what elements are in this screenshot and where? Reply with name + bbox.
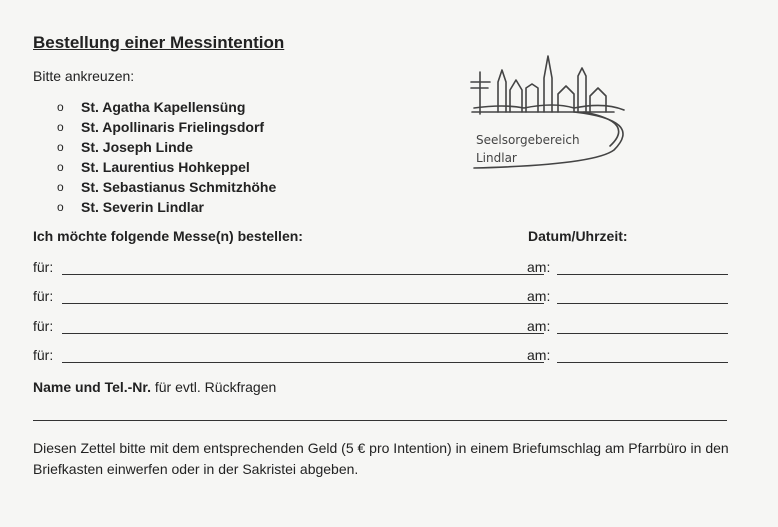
option-bullet[interactable]: o — [57, 160, 64, 174]
date-field[interactable] — [557, 333, 728, 334]
option-label: St. Agatha Kapellensüng — [81, 99, 246, 115]
option-label: St. Severin Lindlar — [81, 199, 204, 215]
order-heading: Ich möchte folgende Messe(n) bestellen: — [33, 228, 303, 244]
date-heading: Datum/Uhrzeit: — [528, 228, 628, 244]
parish-options — [57, 97, 276, 217]
option-bullet[interactable]: o — [57, 180, 64, 194]
intention-field[interactable] — [62, 333, 544, 334]
at-label: am: — [527, 318, 551, 334]
intention-row — [33, 347, 733, 369]
instructions-note: Diesen Zettel bitte mit dem entsprechenden Geld (5 € pro Intention) in einem Briefumschlag am Pfarrbüro in den Briefkasten einwerfen oder in der Sakristei abgeben. — [33, 440, 729, 477]
option-bullet[interactable]: o — [57, 140, 64, 154]
for-label: für: — [33, 259, 54, 275]
at-label: am: — [527, 259, 551, 275]
option-label: St. Laurentius Hohkeppel — [81, 159, 250, 175]
parish-option[interactable] — [57, 197, 276, 217]
intention-row — [33, 259, 733, 281]
at-label: am: — [527, 288, 551, 304]
name-phone-label — [33, 379, 276, 395]
date-field[interactable] — [557, 362, 728, 363]
parish-option[interactable] — [57, 137, 276, 157]
name-phone-field[interactable] — [33, 420, 727, 421]
logo-text-line2: Lindlar — [476, 151, 517, 165]
logo-text-line1: Seelsorgebereich — [476, 133, 580, 147]
date-field[interactable] — [557, 303, 728, 304]
for-label: für: — [33, 318, 54, 334]
parish-option[interactable] — [57, 157, 276, 177]
name-phone-label-bold: Name und Tel.-Nr. — [33, 379, 151, 395]
option-bullet[interactable]: o — [57, 200, 64, 214]
instruction-text: Bitte ankreuzen: — [33, 68, 135, 84]
option-label: St. Joseph Linde — [81, 139, 194, 155]
option-bullet[interactable]: o — [57, 120, 64, 134]
date-field[interactable] — [557, 274, 728, 275]
parish-option[interactable] — [57, 177, 276, 197]
at-label: am: — [527, 347, 551, 363]
intention-row — [33, 288, 733, 310]
parish-option[interactable] — [57, 117, 276, 137]
parish-logo — [464, 50, 644, 175]
name-phone-label-rest: für evtl. Rückfragen — [150, 379, 277, 395]
option-label: St. Sebastianus Schmitzhöhe — [81, 179, 277, 195]
intention-field[interactable] — [62, 362, 544, 363]
parish-option[interactable] — [57, 97, 276, 117]
intention-field[interactable] — [62, 303, 544, 304]
option-bullet[interactable]: o — [57, 100, 64, 114]
intention-field[interactable] — [62, 274, 544, 275]
form-title: Bestellung einer Messintention — [33, 33, 285, 52]
option-label: St. Apollinaris Frielingsdorf — [81, 119, 265, 135]
intention-row — [33, 318, 733, 340]
for-label: für: — [33, 288, 54, 304]
for-label: für: — [33, 347, 54, 363]
